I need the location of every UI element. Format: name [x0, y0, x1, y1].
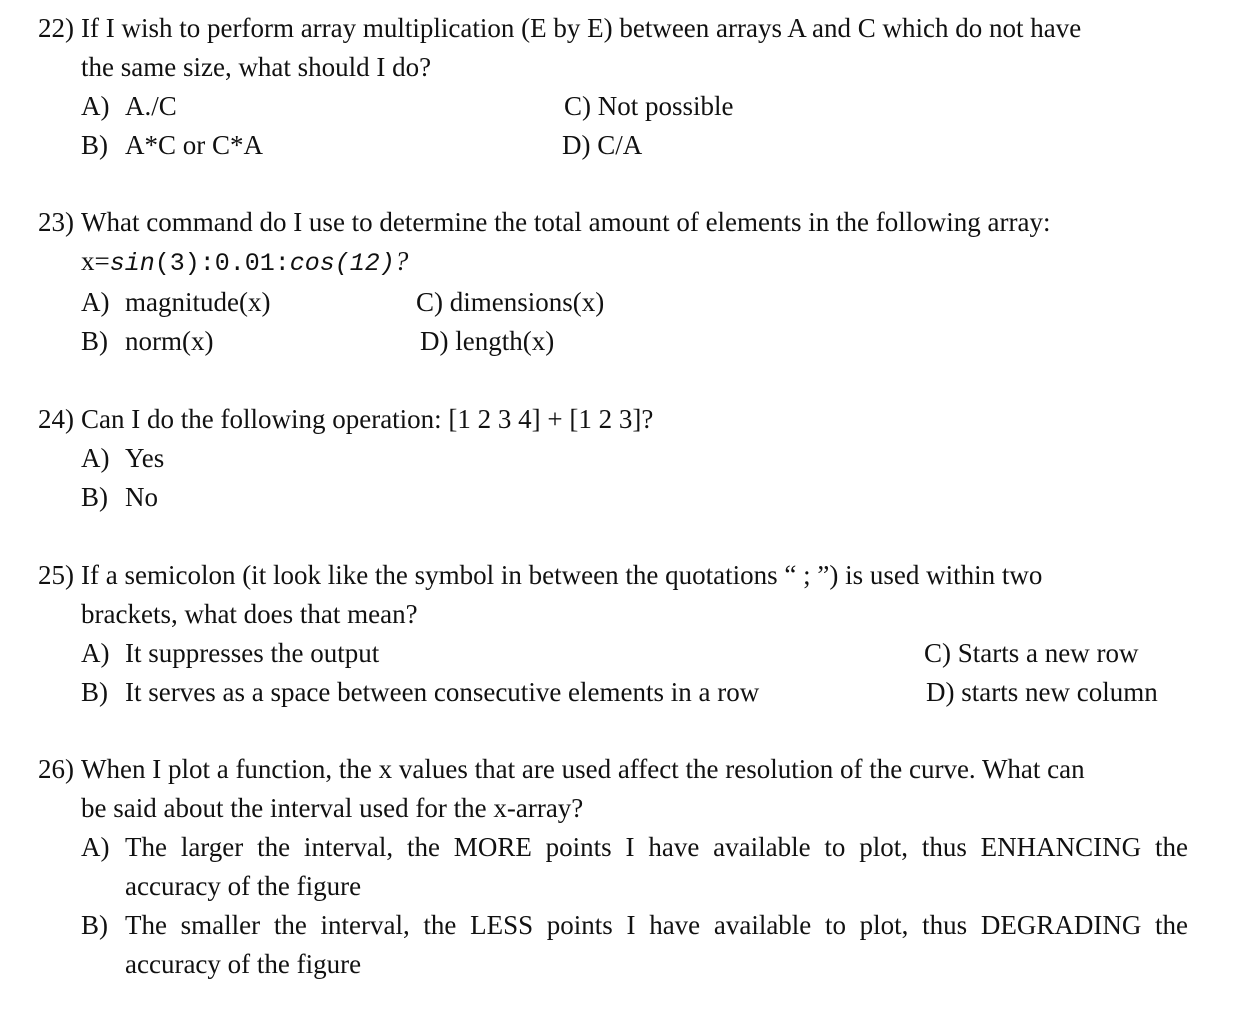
option-letter: C)	[924, 638, 951, 668]
option-b	[81, 126, 263, 165]
option-text: length(x)	[455, 326, 555, 356]
option-letter: B)	[81, 910, 108, 940]
option-text: dimensions(x)	[449, 287, 605, 317]
option-letter: D)	[926, 677, 955, 707]
option-text: starts new column	[961, 677, 1158, 707]
option-text: C/A	[597, 130, 643, 160]
question-number: 22)	[38, 13, 74, 43]
code-sin: sin	[109, 249, 155, 278]
question-text: When I plot a function, the x values that are used affect the resolution of the curve. What can	[81, 754, 1085, 784]
question-23-code-line	[38, 242, 1188, 283]
question-number: 26)	[38, 754, 74, 784]
question-22-stem-cont: the same size, what should I do?	[81, 52, 432, 82]
option-c	[416, 283, 604, 322]
option-letter: A)	[81, 443, 110, 473]
code-mid: (3):0.01:	[154, 249, 290, 278]
question-24	[38, 400, 1188, 520]
option-letter: A)	[81, 638, 110, 668]
question-22-stem	[38, 9, 1188, 48]
option-b	[81, 322, 213, 361]
question-23	[38, 203, 1188, 373]
option-b	[81, 673, 759, 712]
option-text: Yes	[125, 443, 165, 473]
question-text: If I wish to perform array multiplication (E by E) between arrays A and C which do not have	[81, 13, 1082, 43]
option-c	[564, 87, 734, 126]
option-b	[81, 478, 158, 517]
option-text: Starts a new row	[957, 638, 1139, 668]
option-a	[81, 87, 177, 126]
question-number: 24)	[38, 404, 74, 434]
option-letter: A)	[81, 91, 110, 121]
question-23-stem	[38, 203, 1188, 242]
option-letter: B)	[81, 326, 108, 356]
option-d	[562, 126, 642, 165]
option-text: Not possible	[597, 91, 734, 121]
question-26	[38, 750, 1188, 990]
option-letter: A)	[81, 287, 110, 317]
code-question-mark: ?	[394, 246, 409, 276]
option-c	[924, 634, 1138, 673]
question-25-stem-cont: brackets, what does that mean?	[81, 599, 418, 629]
option-text: It suppresses the output	[125, 638, 380, 668]
option-a	[81, 439, 164, 478]
option-letter: C)	[564, 91, 591, 121]
option-d	[926, 673, 1158, 712]
question-number: 23)	[38, 207, 74, 237]
option-text: A*C or C*A	[125, 130, 264, 160]
question-text: What command do I use to determine the total amount of elements in the following array:	[81, 207, 1051, 237]
option-text: norm(x)	[125, 326, 214, 356]
option-b	[81, 906, 1188, 984]
question-24-stem	[38, 400, 1188, 439]
option-text: The smaller the interval, the LESS points I have available to plot, thus DEGRADING the accuracy of the figure	[125, 910, 1188, 979]
question-text: Can I do the following operation: [1 2 3 4] + [1 2 3]?	[81, 404, 654, 434]
option-letter: A)	[81, 832, 110, 862]
question-26-stem-cont: be said about the interval used for the x-array?	[81, 793, 584, 823]
option-d	[420, 322, 554, 361]
option-text: It serves as a space between consecutive elements in a row	[125, 677, 760, 707]
option-letter: D)	[562, 130, 591, 160]
option-letter: D)	[420, 326, 449, 356]
option-text: The larger the interval, the MORE points I have available to plot, thus ENHANCING the accuracy of the figure	[125, 832, 1188, 901]
option-text: No	[125, 482, 158, 512]
option-letter: B)	[81, 482, 108, 512]
question-number: 25)	[38, 560, 74, 590]
question-25-stem	[38, 556, 1188, 595]
option-letter: B)	[81, 677, 108, 707]
question-text: If a semicolon (it look like the symbol in between the quotations “ ; ”) is used within two	[81, 560, 1043, 590]
option-a	[81, 828, 1188, 906]
option-text: A./C	[125, 91, 177, 121]
question-26-stem	[38, 750, 1188, 789]
code-prefix: x=	[81, 246, 110, 276]
code-cos: cos	[289, 249, 335, 278]
option-text: magnitude(x)	[125, 287, 271, 317]
question-22	[38, 9, 1188, 179]
option-letter: B)	[81, 130, 108, 160]
option-a	[81, 634, 379, 673]
code-end: (12)	[334, 249, 395, 278]
option-letter: C)	[416, 287, 443, 317]
option-a	[81, 283, 270, 322]
question-25	[38, 556, 1188, 716]
